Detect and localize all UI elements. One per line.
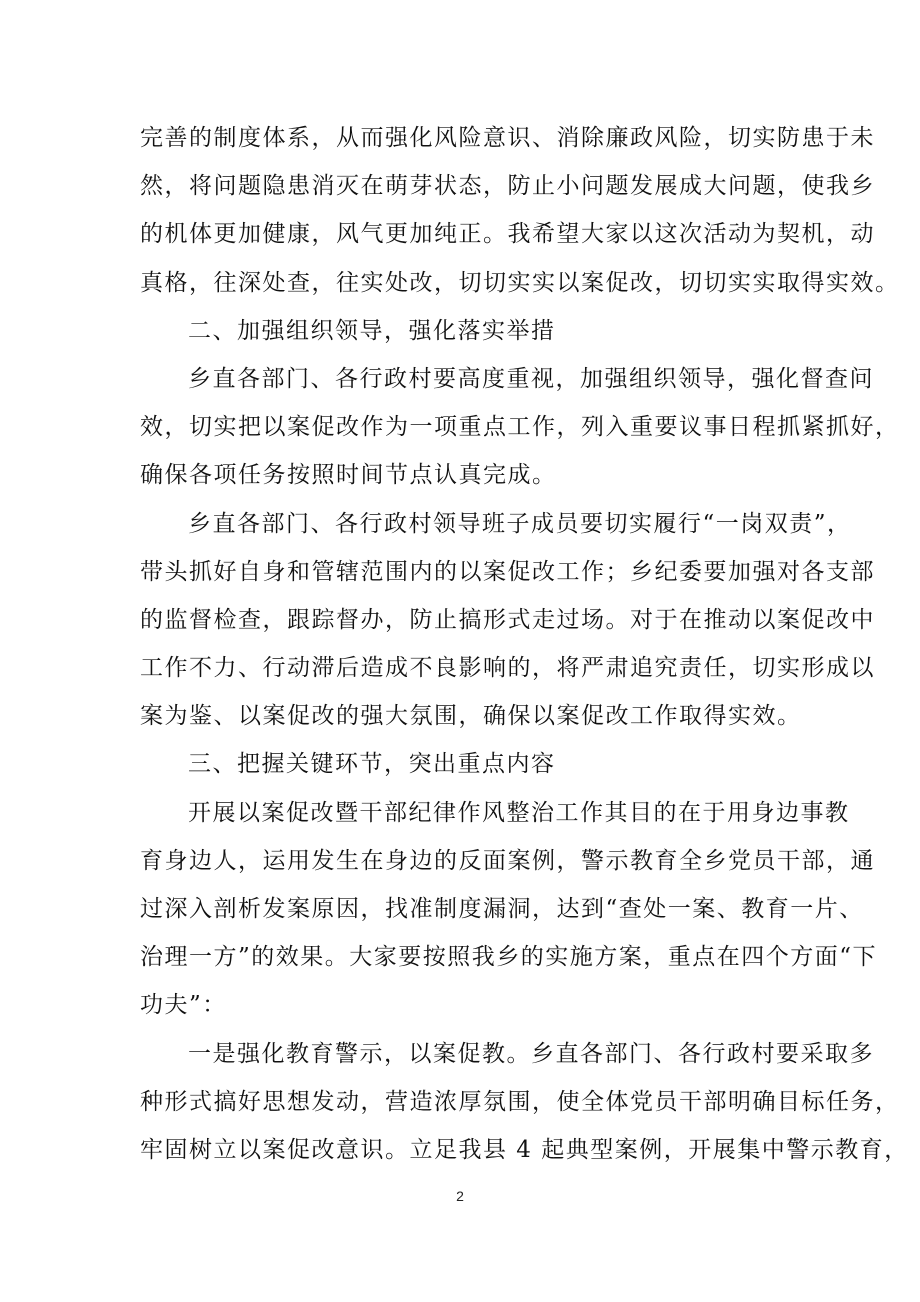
- section-heading-2: 二、加强组织领导，强化落实举措: [188, 317, 556, 344]
- body-line: 完善的制度体系，从而强化风险意识、消除廉政风险，切实防患于未: [140, 125, 875, 151]
- body-line: 乡直各部门、各行政村领导班子成员要切实履行“一岗双责”，: [188, 510, 852, 537]
- body-line: 乡直各部门、各行政村要高度重视，加强组织领导，强化督查问: [188, 365, 874, 392]
- body-line: 带头抓好自身和管辖范围内的以案促改工作；乡纪委要加强对各支部: [140, 558, 875, 585]
- body-line: 功夫”：: [140, 992, 227, 1019]
- body-line: 种形式搞好思想发动，营造浓厚氛围，使全体党员干部明确目标任务，: [140, 1088, 900, 1115]
- body-line: 的机体更加健康，风气更加纯正。我希望大家以这次活动为契机，动: [140, 221, 875, 248]
- body-line: 治理一方”的效果。大家要按照我乡的实施方案，重点在四个方面“下: [140, 944, 878, 971]
- body-line: 然，将问题隐患消灭在萌芽状态，防止小问题发展成大问题，使我乡: [140, 173, 875, 200]
- body-line: 的监督检查，跟踪督办，防止搞形式走过场。对于在推动以案促改中: [140, 606, 875, 633]
- page-number: 2: [456, 1188, 464, 1204]
- body-line: 案为鉴、以案促改的强大氛围，确保以案促改工作取得实效。: [140, 703, 802, 730]
- section-heading-3: 三、把握关键环节，突出重点内容: [188, 751, 556, 778]
- body-line: 牢固树立以案促改意识。立足我县 4 起典型案例，开展集中警示教育，: [140, 1136, 909, 1163]
- body-line: 工作不力、行动滞后造成不良影响的，将严肃追究责任，切实形成以: [140, 655, 875, 682]
- document-body: [140, 114, 909, 1174]
- body-line: 效，切实把以案促改作为一项重点工作，列入重要议事日程抓紧抓好，: [140, 414, 900, 441]
- body-line: 过深入剖析发案原因，找准制度漏洞，达到“查处一案、教育一片、: [140, 896, 864, 922]
- body-line: 开展以案促改暨干部纪律作风整治工作其目的在于用身边事教: [188, 799, 850, 826]
- body-line: 真格，往深处查，往实处改，切切实实以案促改，切切实实取得实效。: [140, 269, 900, 296]
- body-line: 一是强化教育警示，以案促教。乡直各部门、各行政村要采取多: [188, 1040, 874, 1067]
- body-line: 确保各项任务按照时间节点认真完成。: [140, 462, 557, 489]
- body-line: 育身边人，运用发生在身边的反面案例，警示教育全乡党员干部，通: [140, 847, 875, 874]
